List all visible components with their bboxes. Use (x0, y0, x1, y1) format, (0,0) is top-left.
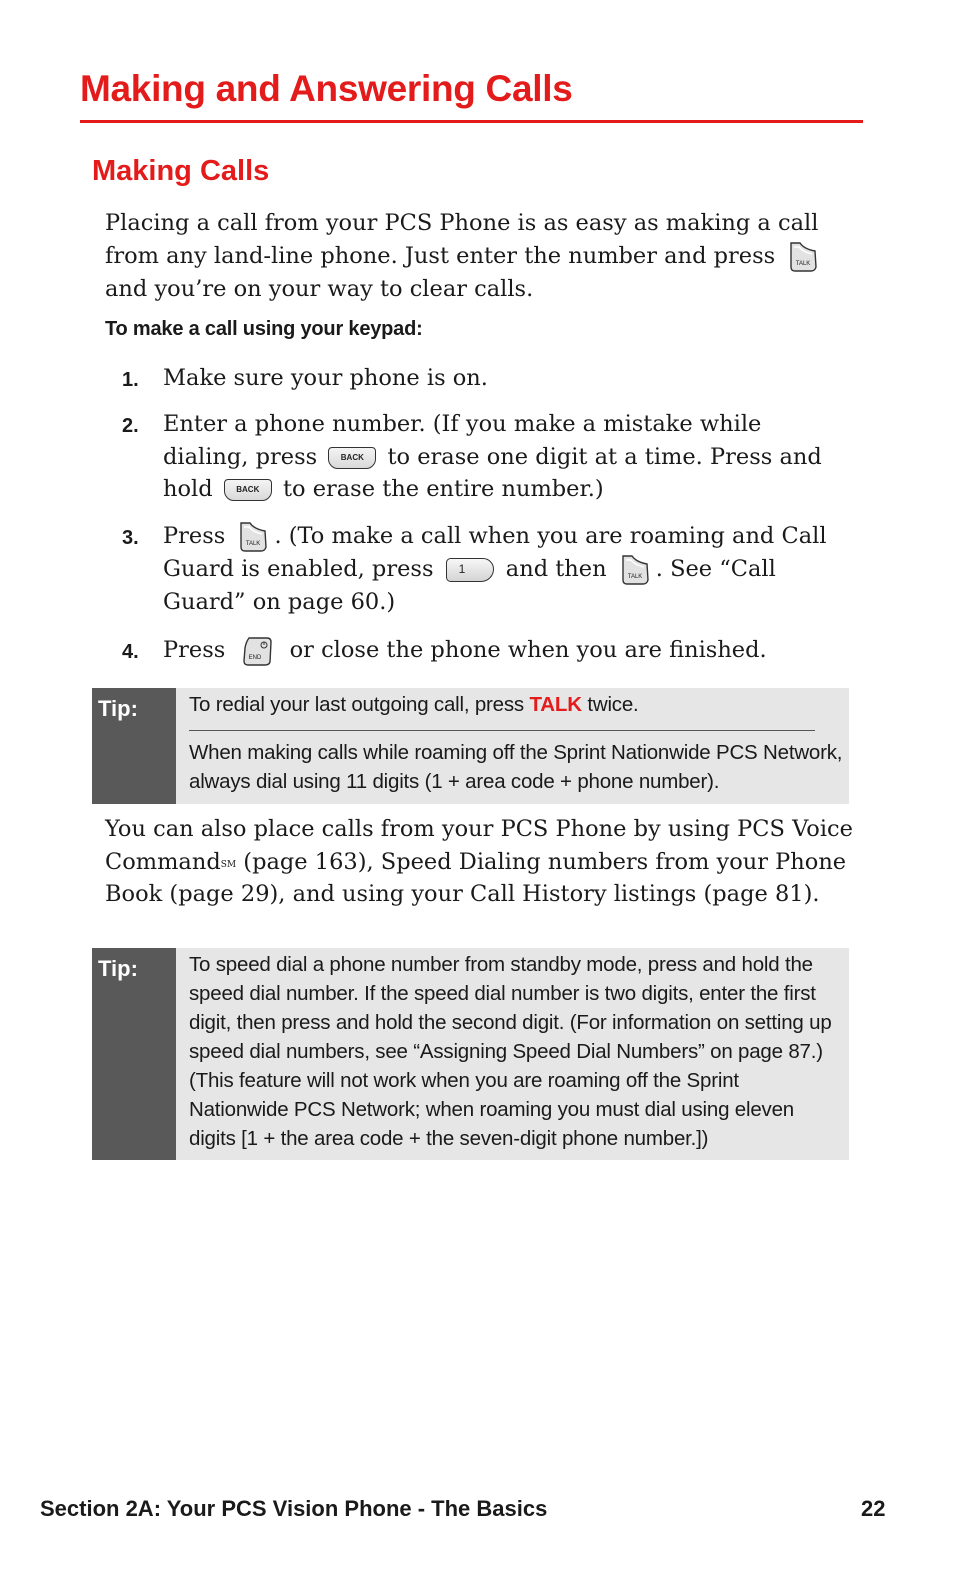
step-3-text-b: . (To make a call when you are roaming and Call Guard is enabled, press (163, 523, 827, 582)
step-text (163, 634, 853, 668)
talk-key-icon (620, 554, 650, 586)
tip-content (189, 690, 843, 796)
tip-box-redial (92, 688, 849, 804)
step-3-text-c: and then (498, 556, 614, 582)
end-key-icon (240, 634, 274, 668)
section-heading: Making Calls (92, 155, 270, 187)
step-text (163, 520, 853, 619)
tip-redial-line (189, 690, 843, 719)
end-key-label: END (249, 655, 262, 661)
step-2-text-b: to erase one digit at a time. Press and hold (163, 443, 822, 502)
step-text: Make sure your phone is on. (163, 365, 488, 391)
step-3-text-a: Press (163, 523, 233, 549)
tip-content: To speed dial a phone number from standby mode, press and hold the speed dial number. If the speed dial number is two digits, enter the first digit, then press and hold the second digit. (For information on setting up speed dial numbers, see “Assigning Speed Dial Numbers” on page 87.) (This feature will not work when you are roaming off the Sprint Nationwide PCS Network; when roaming you must dial using eleven digits [1 + the area code + the seven-digit phone number.]) (189, 953, 832, 1150)
step-number: 1. (122, 369, 139, 391)
service-mark: SM (220, 859, 237, 870)
talk-key-icon (238, 521, 268, 553)
tip-label: Tip: (92, 948, 176, 1160)
also-paragraph (105, 813, 865, 911)
tip-separator (189, 730, 815, 731)
also-text-2: (page 163), Speed Dialing numbers from your Phone Book (page 29), and using your Call History listings (page 81). (105, 848, 847, 907)
page-title: Making and Answering Calls (80, 68, 573, 109)
step-number: 3. (122, 527, 139, 549)
step-2-text-a: Enter a phone number. (If you make a mistake while dialing, press (163, 411, 762, 470)
also-text-1: You can also place calls from your PCS Phone by using PCS Voice Command (105, 816, 853, 875)
step-4-text-a: Press (163, 637, 233, 663)
talk-key-label: TALK (246, 541, 261, 547)
talk-keyword: TALK (529, 693, 582, 716)
keypad-subhead: To make a call using your keypad: (105, 318, 423, 340)
intro-paragraph (105, 207, 865, 305)
footer-page-number: 22 (861, 1496, 886, 1521)
tip-redial-text-end: twice. (587, 693, 639, 716)
talk-key-icon (788, 241, 818, 273)
talk-key-label: TALK (796, 260, 811, 267)
tip-redial-text: To redial your last outgoing call, press (189, 693, 524, 716)
talk-key-label: TALK (627, 574, 643, 580)
intro-text-1: Placing a call from your PCS Phone is as easy as making a call from any land-line phone. Just enter the number and press (105, 210, 819, 269)
tip-label: Tip: (92, 688, 176, 804)
step-text (163, 408, 853, 506)
tip-box-speed-dial (92, 948, 849, 1160)
step-3-text-d: . See “Call Guard” on page 60.) (163, 556, 776, 615)
step-4-text-b: or close the phone when you are finished. (282, 637, 767, 663)
step-2-text-c: to erase the entire number.) (275, 476, 604, 502)
one-key-icon: 1 (446, 558, 494, 582)
step-number: 4. (122, 641, 139, 663)
back-key-icon: BACK (328, 447, 376, 469)
tip-roaming-line: When making calls while roaming off the Sprint Nationwide PCS Network, always dial using 11 digits (1 + area code + phone number). (189, 741, 843, 793)
footer-section-title: Section 2A: Your PCS Vision Phone - The Basics (40, 1496, 548, 1521)
step-number: 2. (122, 415, 139, 437)
intro-text-2: and you’re on your way to clear calls. (105, 275, 534, 302)
title-rule (80, 120, 863, 123)
back-key-icon: BACK (224, 479, 272, 501)
